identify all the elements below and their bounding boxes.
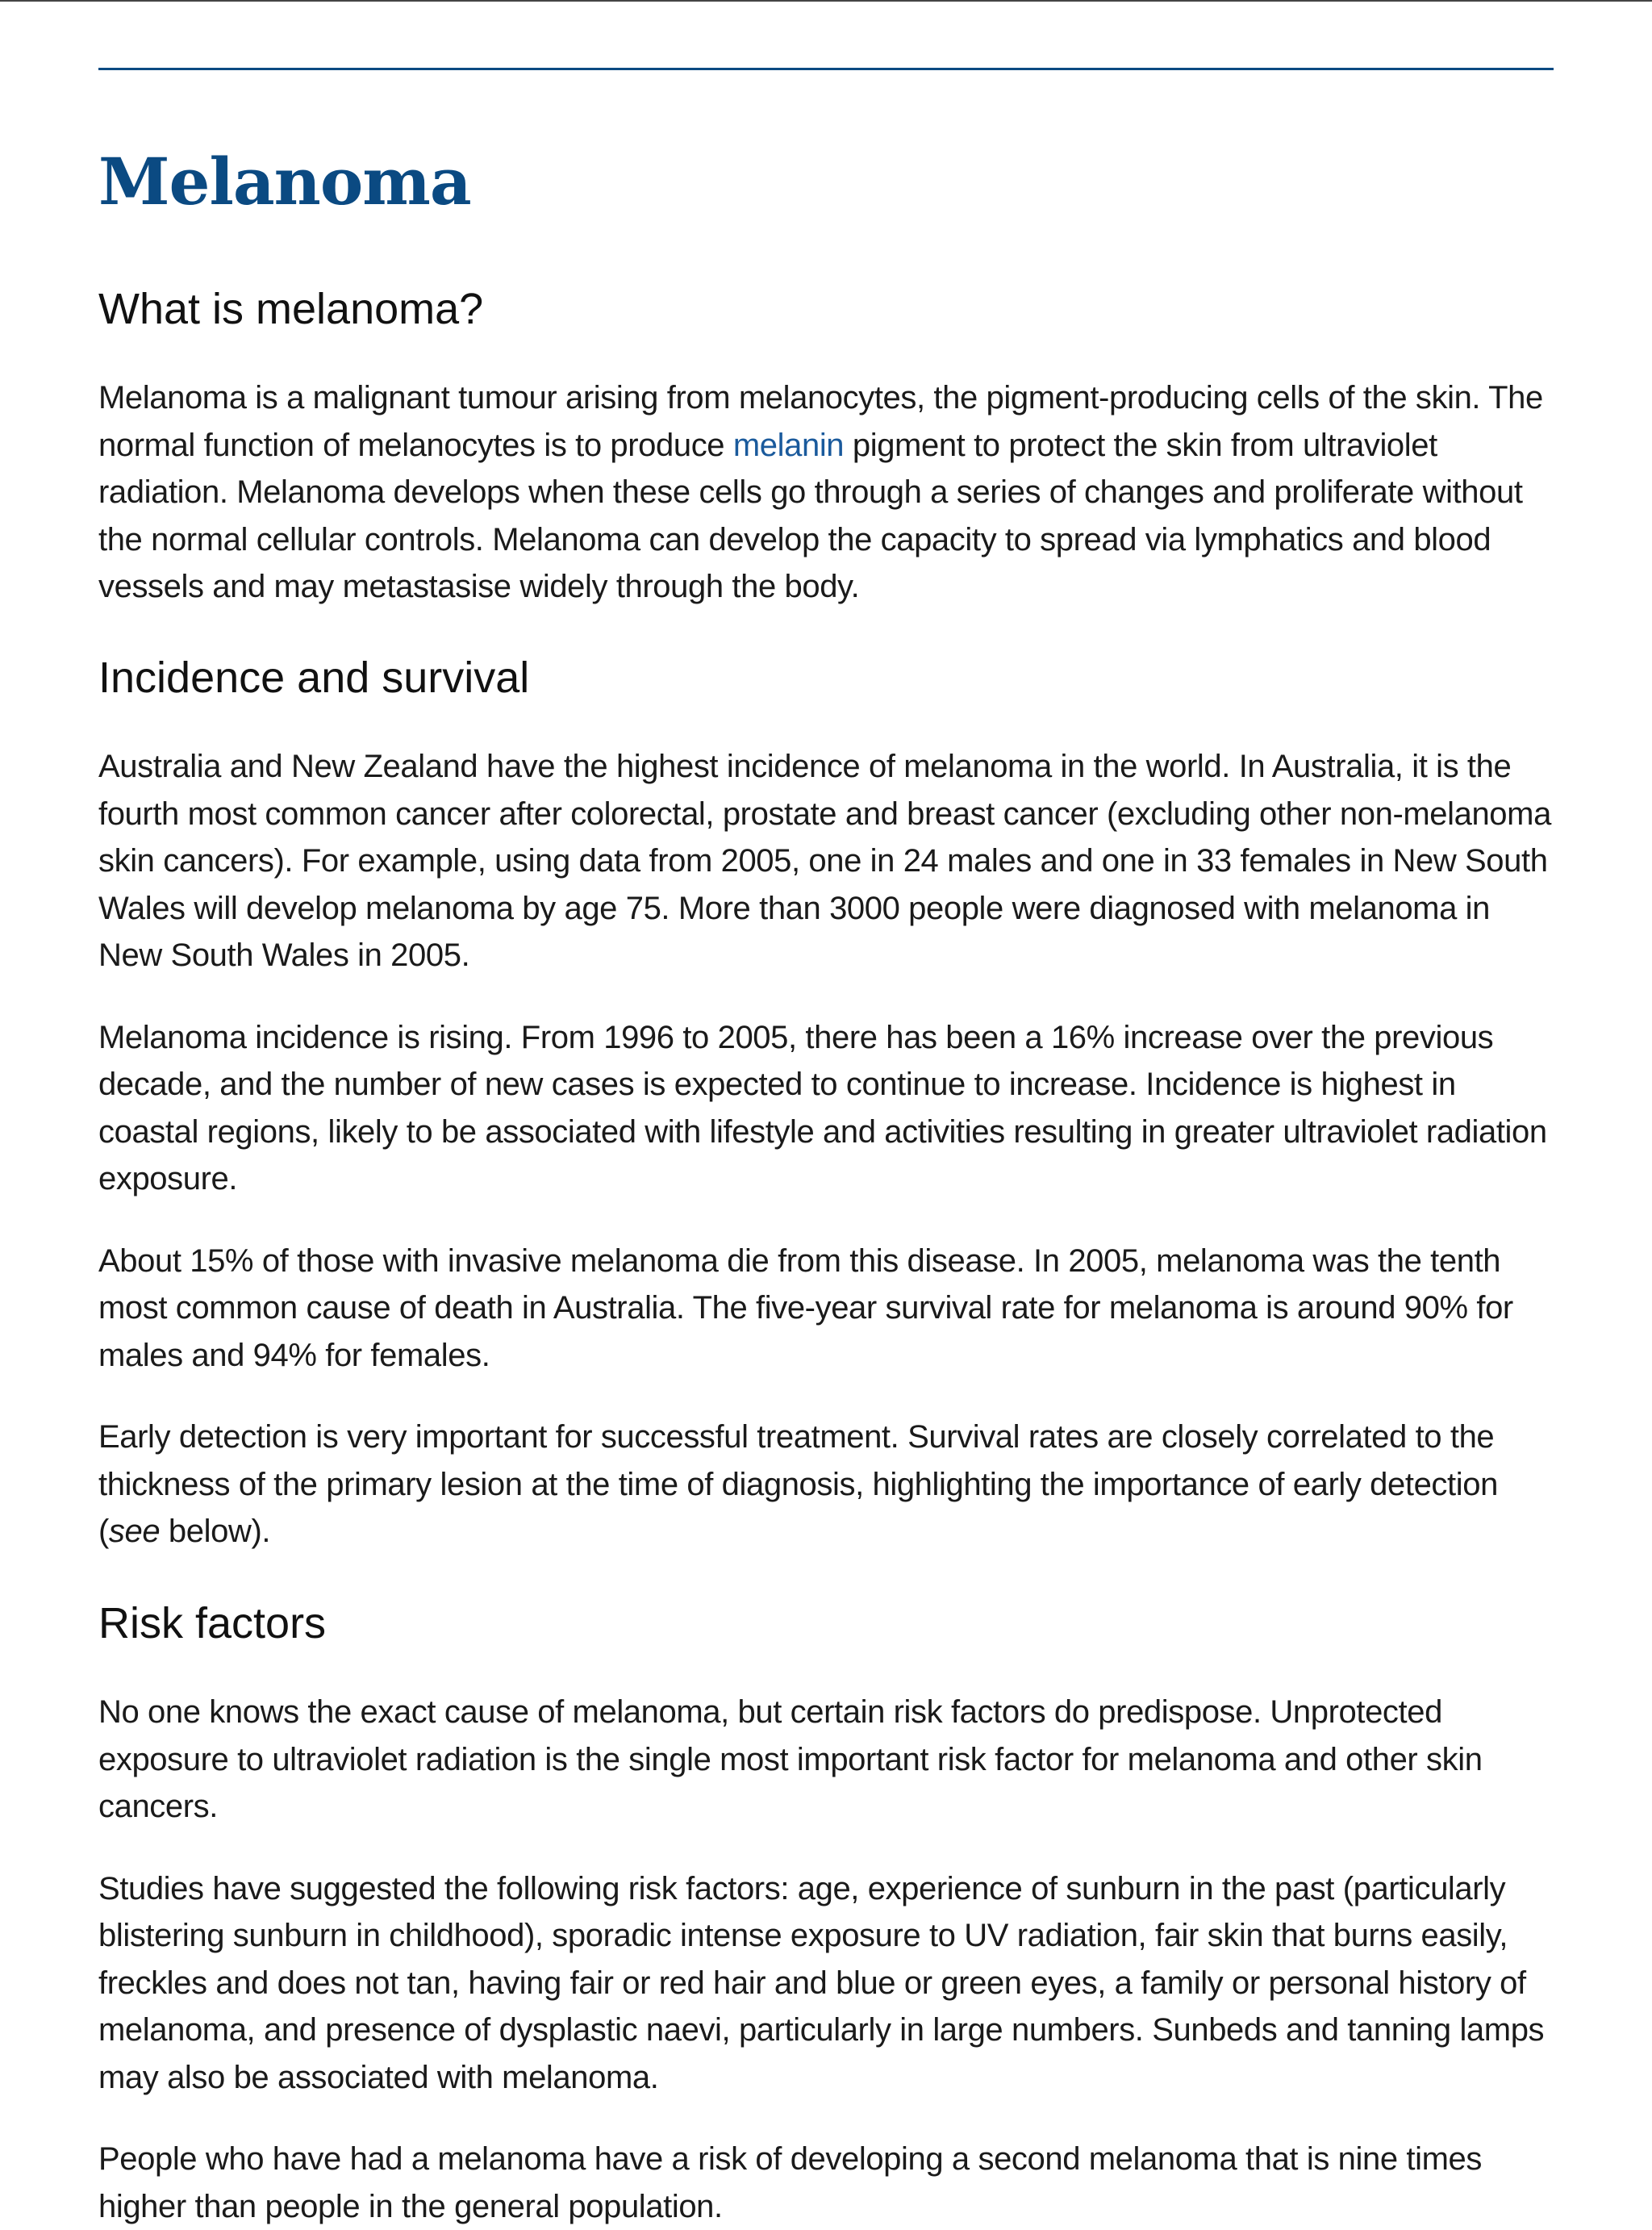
page-title: Melanoma bbox=[98, 144, 471, 219]
section-heading: Risk factors bbox=[98, 1599, 327, 1647]
melanin-link[interactable]: melanin bbox=[732, 427, 845, 463]
paragraph: People who have had a melanoma have a risk of developing a second melanoma that is nine times higher than people in the general population. bbox=[98, 2141, 1482, 2224]
paragraph: No one knows the exact cause of melanoma, but certain risk factors do predispose. Unprotected exposure to ultraviolet radiation is the single most important risk factor for melanoma and other skin cancers. bbox=[98, 1694, 1483, 1824]
paragraph: Australia and New Zealand have the highest incidence of melanoma in the world. In Australia, it is the fourth most common cancer after colorectal, prostate and breast cancer (excluding other non-melanoma skin cancers). For example, using data from 2005, one in 24 males and one in 33 females in New South Wales will develop melanoma by age 75. More than 3000 people were diagnosed with melanoma in New South Wales in 2005. bbox=[98, 749, 1551, 973]
paragraph: About 15% of those with invasive melanoma die from this disease. In 2005, melanoma was the tenth most common cause of death in Australia. The five-year survival rate for melanoma is around 90% for males and 94% for females. bbox=[98, 1242, 1513, 1373]
section-incidence-and-survival bbox=[98, 649, 1554, 1556]
paragraph-text: Early detection is very important for successful treatment. Survival rates are closely correlated to the thickness of the primary lesion at the time of diagnosis, highlighting the importance of early detection ( bbox=[98, 1419, 1498, 1549]
section-heading: Incidence and survival bbox=[98, 654, 530, 702]
paragraph-text: pigment to protect the skin from ultraviolet radiation. Melanoma develops when these cells go through a series of changes and proliferate without the normal cellular controls. Melanoma can develop the capacity to spread via lymphatics and blood vessels and may metastasise widely through the body. bbox=[98, 427, 1523, 604]
header-rule bbox=[98, 68, 1554, 70]
emphasis-text: see bbox=[108, 1514, 161, 1549]
paragraph: Melanoma incidence is rising. From 1996 to 2005, there has been a 16% increase over the previous decade, and the number of new cases is expected to continue to increase. Incidence is highest in coastal regions, likely to be associated with lifestyle and activities resulting in greater ultraviolet radiation exposure. bbox=[98, 1019, 1547, 1196]
paragraph bbox=[98, 1414, 1554, 1556]
paragraph: Studies have suggested the following risk factors: age, experience of sunburn in the past (particularly blistering sunburn in childhood), sporadic intense exposure to UV radiation, fair skin that burns easily, freckles and does not tan, having fair or red hair and blue or green eyes, a family or personal history of melanoma, and presence of dysplastic naevi, particularly in large numbers. Sunbeds and tanning lamps may also be associated with melanoma. bbox=[98, 1870, 1545, 2095]
section-heading: What is melanoma? bbox=[98, 285, 484, 333]
paragraph bbox=[98, 374, 1554, 611]
section-what-is-melanoma bbox=[98, 281, 1554, 611]
section-risk-factors bbox=[98, 1595, 1554, 2230]
paragraph-text: Melanoma is a malignant tumour arising from melanocytes, the pigment-producing cells of the skin. The normal function of melanocytes is to produce bbox=[98, 380, 1543, 463]
paragraph-text: below). bbox=[160, 1514, 271, 1549]
